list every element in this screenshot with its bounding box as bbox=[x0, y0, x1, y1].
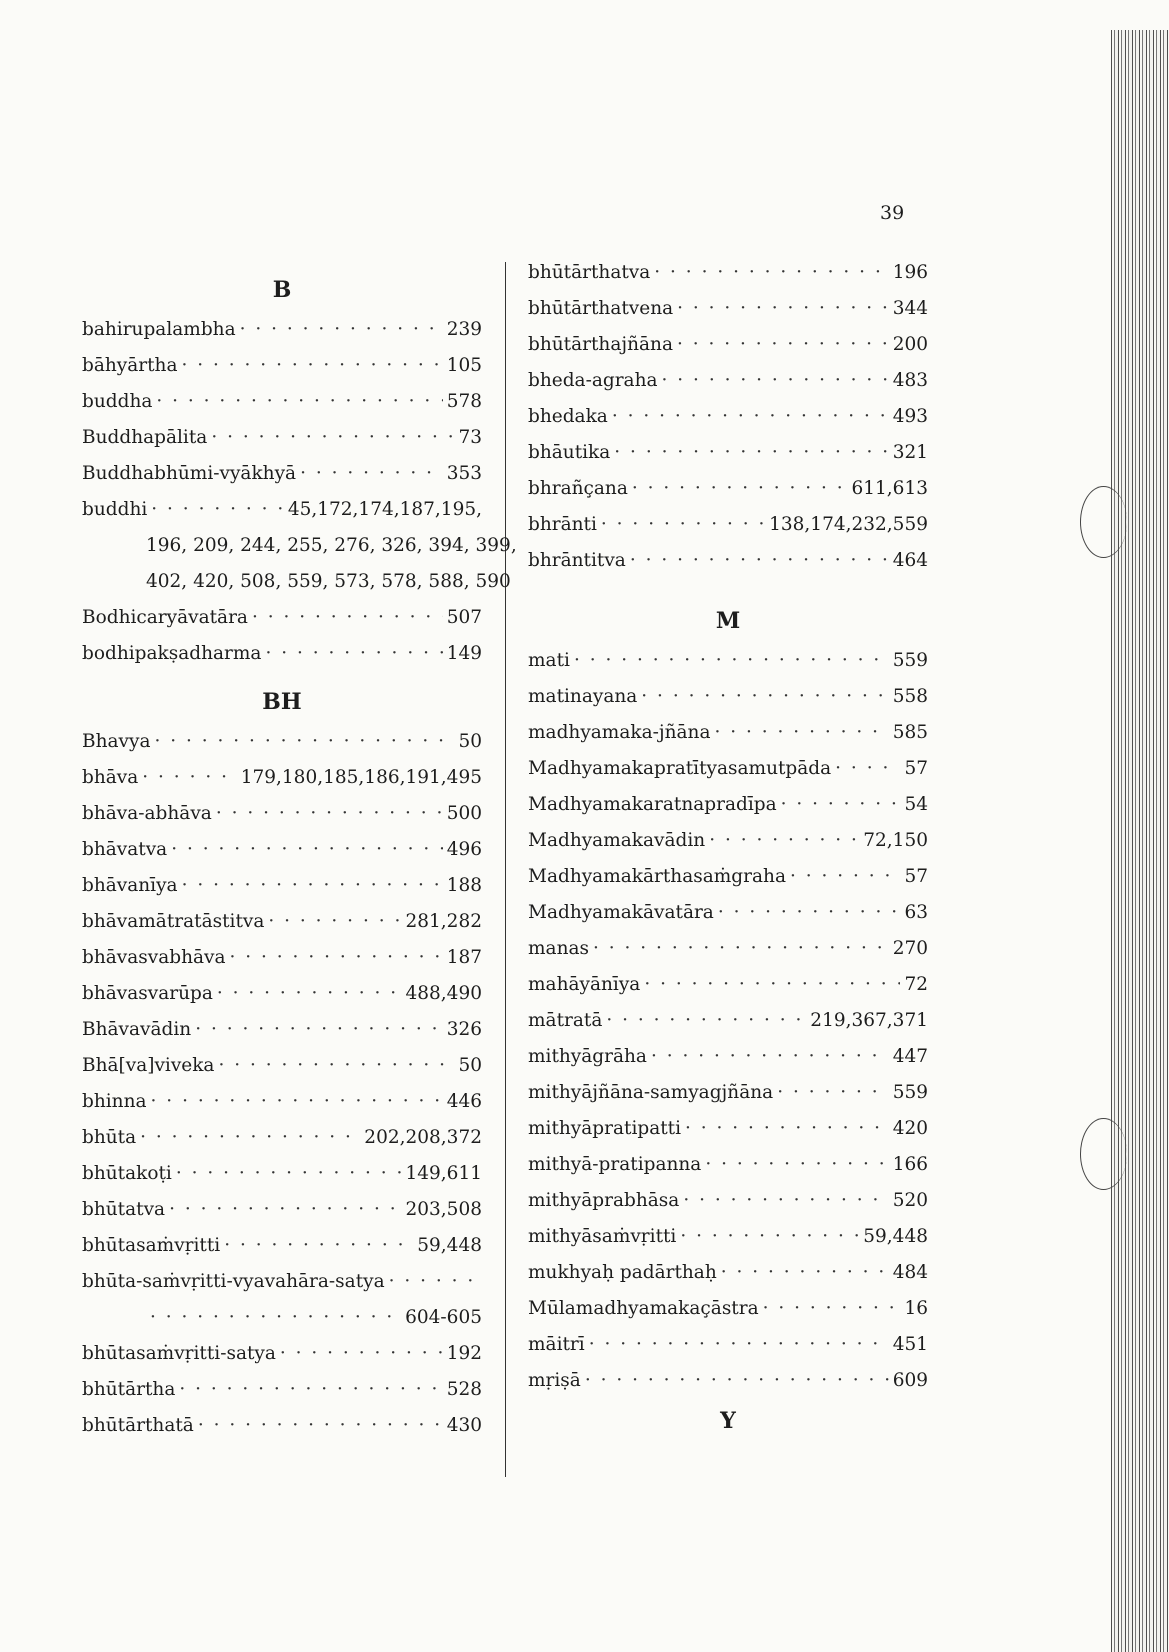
page-references: 483 bbox=[892, 370, 928, 391]
page-references: 105 bbox=[446, 355, 482, 376]
page-references: 200 bbox=[892, 334, 928, 355]
dot-leader bbox=[709, 823, 859, 859]
dot-leader bbox=[781, 787, 901, 823]
index-entry bbox=[82, 796, 482, 832]
dot-leader bbox=[662, 363, 889, 399]
dot-leader bbox=[211, 420, 454, 456]
index-entry bbox=[82, 1120, 482, 1156]
dot-leader bbox=[614, 435, 888, 471]
dot-leader bbox=[169, 1192, 401, 1228]
page-references-continued: 402, 420, 508, 559, 573, 578, 588, 590 bbox=[146, 571, 511, 592]
index-term: bhāva bbox=[82, 767, 139, 788]
index-entry bbox=[82, 904, 482, 940]
index-entry bbox=[528, 435, 928, 471]
dot-leader bbox=[606, 1003, 806, 1039]
index-term: bhūtārthatva bbox=[528, 262, 651, 283]
dot-leader bbox=[685, 1111, 889, 1147]
index-entry bbox=[528, 1039, 928, 1075]
page-references: 50 bbox=[458, 731, 482, 752]
index-entry bbox=[528, 751, 928, 787]
dot-leader bbox=[677, 291, 889, 327]
page-references: 187 bbox=[446, 947, 482, 968]
index-term: bāhyārtha bbox=[82, 355, 178, 376]
page-references: 451 bbox=[892, 1334, 928, 1355]
page-references: 344 bbox=[892, 298, 928, 319]
index-entry bbox=[528, 1219, 928, 1255]
index-entry bbox=[82, 868, 482, 904]
dot-leader bbox=[389, 1264, 478, 1300]
page-references: 72 bbox=[904, 974, 928, 995]
index-entry bbox=[82, 1084, 482, 1120]
index-term: mithyā-pratipanna bbox=[528, 1154, 702, 1175]
index-term: bhūtārthajñāna bbox=[528, 334, 673, 355]
index-entry bbox=[82, 940, 482, 976]
dot-leader bbox=[705, 1147, 888, 1183]
page-references: 484 bbox=[892, 1262, 928, 1283]
index-term: bhūta bbox=[82, 1127, 137, 1148]
index-entry bbox=[528, 1327, 928, 1363]
index-term: bhūtārthatā bbox=[82, 1415, 194, 1436]
index-entry bbox=[82, 600, 482, 636]
dot-leader bbox=[140, 1120, 360, 1156]
dot-leader bbox=[835, 751, 900, 787]
page-references: 420 bbox=[892, 1118, 928, 1139]
page-references: 57 bbox=[904, 758, 928, 779]
index-entry bbox=[528, 967, 928, 1003]
dot-leader bbox=[218, 1048, 454, 1084]
page-references: 59,448 bbox=[863, 1226, 928, 1247]
index-entry bbox=[82, 1048, 482, 1084]
index-term: mithyāpratipatti bbox=[528, 1118, 682, 1139]
page-references: 558 bbox=[892, 686, 928, 707]
index-entry bbox=[82, 1336, 482, 1372]
dot-leader bbox=[574, 643, 889, 679]
index-entry bbox=[82, 976, 482, 1012]
dot-leader bbox=[641, 679, 888, 715]
index-term: mātratā bbox=[528, 1010, 603, 1031]
index-entry bbox=[82, 760, 482, 796]
index-entry bbox=[528, 1291, 928, 1327]
page-references: 179,180,185,186,191,495 bbox=[240, 767, 482, 788]
page-references: 609 bbox=[892, 1370, 928, 1391]
index-entry bbox=[528, 471, 928, 507]
dot-leader bbox=[151, 1084, 443, 1120]
index-term: bhedaka bbox=[528, 406, 608, 427]
index-term: bhūtakoṭi bbox=[82, 1163, 172, 1184]
index-entry bbox=[528, 1075, 928, 1111]
page-number: 39 bbox=[880, 202, 905, 224]
index-term: mithyājñāna-samyagjñāna bbox=[528, 1082, 774, 1103]
dot-leader bbox=[182, 348, 443, 384]
index-entry bbox=[82, 1228, 482, 1264]
page-references-continued: 196, 209, 244, 255, 276, 326, 394, 399, bbox=[146, 535, 517, 556]
index-entry bbox=[528, 1147, 928, 1183]
index-entry bbox=[82, 420, 482, 456]
index-term: bhūtatva bbox=[82, 1199, 166, 1220]
index-term: mahāyānīya bbox=[528, 974, 641, 995]
index-term: Bhāvavādin bbox=[82, 1019, 192, 1040]
index-entry bbox=[82, 1372, 482, 1408]
page-references: 447 bbox=[892, 1046, 928, 1067]
dot-leader bbox=[151, 492, 284, 528]
index-term: mithyāsaṁvṛitti bbox=[528, 1226, 677, 1247]
index-term: buddhi bbox=[82, 499, 148, 520]
index-entry bbox=[82, 456, 482, 492]
index-term: Madhyamakaratnapradīpa bbox=[528, 794, 777, 815]
index-term: bheda-agraha bbox=[528, 370, 658, 391]
page-references: 578 bbox=[446, 391, 482, 412]
dot-leader bbox=[268, 904, 401, 940]
dot-leader bbox=[680, 1219, 859, 1255]
dot-leader bbox=[265, 636, 442, 672]
dot-leader bbox=[601, 507, 765, 543]
page-references: 73 bbox=[458, 427, 482, 448]
index-entry bbox=[528, 507, 928, 543]
dot-leader bbox=[176, 1156, 402, 1192]
dot-leader bbox=[154, 724, 454, 760]
index-term: bhāvatva bbox=[82, 839, 168, 860]
index-entry bbox=[528, 1003, 928, 1039]
dot-leader bbox=[240, 312, 443, 348]
index-entry bbox=[82, 636, 482, 672]
page-references: 604-605 bbox=[405, 1307, 482, 1328]
index-entry bbox=[82, 384, 482, 420]
dot-leader bbox=[718, 895, 901, 931]
index-term: bhūtārtha bbox=[82, 1379, 176, 1400]
index-term: bhūta-saṁvṛitti-vyavahāra-satya bbox=[82, 1271, 385, 1292]
scanned-page-edge bbox=[1111, 30, 1169, 1652]
index-term: bhrāntitva bbox=[528, 550, 626, 571]
section-heading: M bbox=[715, 608, 741, 634]
page-references: 57 bbox=[904, 866, 928, 887]
dot-leader bbox=[632, 471, 848, 507]
dot-leader bbox=[721, 1255, 889, 1291]
page-references: 202,208,372 bbox=[364, 1127, 482, 1148]
index-term: bhūtasaṁvṛitti bbox=[82, 1235, 221, 1256]
index-entry bbox=[82, 832, 482, 868]
index-entry bbox=[528, 291, 928, 327]
index-entry bbox=[528, 327, 928, 363]
dot-leader bbox=[217, 976, 402, 1012]
dot-leader bbox=[763, 1291, 901, 1327]
index-entry bbox=[528, 823, 928, 859]
page-references: 281,282 bbox=[405, 911, 482, 932]
page-references: 138,174,232,559 bbox=[769, 514, 928, 535]
dot-leader bbox=[790, 859, 900, 895]
dot-leader bbox=[198, 1408, 443, 1444]
dot-leader bbox=[644, 967, 900, 1003]
section-heading: BH bbox=[262, 689, 302, 715]
dot-leader bbox=[683, 1183, 888, 1219]
right-index-column bbox=[528, 255, 928, 1443]
index-entry bbox=[82, 1156, 482, 1192]
page-references: 559 bbox=[892, 1082, 928, 1103]
index-term: bhāva-abhāva bbox=[82, 803, 212, 824]
index-entry bbox=[528, 363, 928, 399]
index-entry bbox=[528, 1183, 928, 1219]
page-references: 59,448 bbox=[417, 1235, 482, 1256]
index-entry bbox=[528, 399, 928, 435]
index-term: bodhipakṣadharma bbox=[82, 643, 262, 664]
page-references: 188 bbox=[446, 875, 482, 896]
page-references: 446 bbox=[446, 1091, 482, 1112]
index-term: bhrañçana bbox=[528, 478, 628, 499]
page-references: 559 bbox=[892, 650, 928, 671]
page-references: 54 bbox=[904, 794, 928, 815]
index-entry bbox=[528, 543, 928, 579]
page-references: 149 bbox=[446, 643, 482, 664]
page-references: 321 bbox=[892, 442, 928, 463]
index-term: bhūtārthatvena bbox=[528, 298, 674, 319]
page-references: 270 bbox=[892, 938, 928, 959]
index-term: Madhyamakāvatāra bbox=[528, 902, 714, 923]
dot-leader bbox=[230, 940, 443, 976]
page-references: 16 bbox=[904, 1298, 928, 1319]
dot-leader bbox=[300, 456, 443, 492]
page-references: 50 bbox=[458, 1055, 482, 1076]
dot-leader bbox=[182, 868, 443, 904]
dot-leader bbox=[612, 399, 889, 435]
index-term: buddha bbox=[82, 391, 153, 412]
index-term: bhāvamātratāstitva bbox=[82, 911, 265, 932]
page-references: 353 bbox=[446, 463, 482, 484]
index-term: bhūtasaṁvṛitti-satya bbox=[82, 1343, 276, 1364]
index-entry bbox=[82, 724, 482, 760]
index-term: bhāutika bbox=[528, 442, 611, 463]
index-term: bahirupalambha bbox=[82, 319, 236, 340]
dot-leader bbox=[195, 1012, 443, 1048]
index-entry bbox=[528, 895, 928, 931]
left-index-column bbox=[82, 268, 517, 1444]
page-references: 430 bbox=[446, 1415, 482, 1436]
index-term: Madhyamakavādin bbox=[528, 830, 706, 851]
section-gap bbox=[528, 579, 928, 599]
page-references: 493 bbox=[892, 406, 928, 427]
index-entry bbox=[82, 1012, 482, 1048]
index-term: mithyāprabhāsa bbox=[528, 1190, 680, 1211]
index-entry bbox=[528, 1255, 928, 1291]
index-entry bbox=[528, 679, 928, 715]
index-term: mithyāgrāha bbox=[528, 1046, 647, 1067]
section-heading: Y bbox=[720, 1408, 736, 1434]
page-references: 500 bbox=[446, 803, 482, 824]
index-term: madhyamaka-jñāna bbox=[528, 722, 711, 743]
dot-leader bbox=[677, 327, 889, 363]
page-references: 196 bbox=[892, 262, 928, 283]
index-entry bbox=[528, 1363, 928, 1399]
index-term: manas bbox=[528, 938, 590, 959]
page-references: 239 bbox=[446, 319, 482, 340]
index-entry bbox=[528, 931, 928, 967]
page-references: 464 bbox=[892, 550, 928, 571]
index-term: mati bbox=[528, 650, 570, 671]
page-references: 45,172,174,187,195, bbox=[287, 499, 482, 520]
index-entry bbox=[528, 643, 928, 679]
index-term: Madhyamakārthasaṁgraha bbox=[528, 866, 786, 887]
page-references: 520 bbox=[892, 1190, 928, 1211]
dot-leader bbox=[150, 1300, 401, 1336]
page-references: 72,150 bbox=[863, 830, 928, 851]
dot-leader bbox=[589, 1327, 889, 1363]
index-entry bbox=[82, 312, 482, 348]
dot-leader bbox=[593, 931, 889, 967]
index-entry bbox=[82, 348, 482, 384]
index-term: matinayana bbox=[528, 686, 638, 707]
dot-leader bbox=[630, 543, 889, 579]
dot-leader bbox=[179, 1372, 442, 1408]
page-references-continued bbox=[82, 1300, 482, 1336]
index-term: Bodhicaryāvatāra bbox=[82, 607, 248, 628]
index-entry bbox=[82, 1192, 482, 1228]
dot-leader bbox=[715, 715, 889, 751]
index-term: bhinna bbox=[82, 1091, 147, 1112]
index-term: mṛiṣā bbox=[528, 1370, 581, 1391]
index-entry bbox=[82, 1408, 482, 1444]
page-references: 488,490 bbox=[405, 983, 482, 1004]
index-entry bbox=[528, 1111, 928, 1147]
dot-leader bbox=[224, 1228, 413, 1264]
page-references: 149,611 bbox=[405, 1163, 482, 1184]
index-term: Bhā[va]viveka bbox=[82, 1055, 215, 1076]
dot-leader bbox=[171, 832, 443, 868]
dot-leader bbox=[654, 255, 888, 291]
page-references: 192 bbox=[446, 1343, 482, 1364]
dot-leader bbox=[280, 1336, 443, 1372]
dot-leader bbox=[156, 384, 442, 420]
page-references: 219,367,371 bbox=[810, 1010, 928, 1031]
dot-leader bbox=[142, 760, 236, 796]
binding-hole-mark bbox=[1080, 1118, 1127, 1190]
page-references: 528 bbox=[446, 1379, 482, 1400]
index-term: bhrānti bbox=[528, 514, 597, 535]
index-term: Buddhabhūmi-vyākhyā bbox=[82, 463, 297, 484]
index-term: mukhyaḥ padārthaḥ bbox=[528, 1262, 717, 1283]
index-entry bbox=[528, 255, 928, 291]
index-entry bbox=[528, 787, 928, 823]
page-references: 496 bbox=[446, 839, 482, 860]
index-term: Buddhapālita bbox=[82, 427, 208, 448]
index-term: bhāvasvarūpa bbox=[82, 983, 213, 1004]
binding-hole-mark bbox=[1080, 486, 1127, 558]
dot-leader bbox=[585, 1363, 889, 1399]
page-references: 203,508 bbox=[405, 1199, 482, 1220]
section-heading: B bbox=[272, 277, 292, 303]
page-references: 63 bbox=[904, 902, 928, 923]
index-term: māitrī bbox=[528, 1334, 585, 1355]
index-term: bhāvanīya bbox=[82, 875, 178, 896]
column-divider bbox=[505, 262, 506, 1477]
page-references: 326 bbox=[446, 1019, 482, 1040]
page-references: 507 bbox=[446, 607, 482, 628]
page-references: 585 bbox=[892, 722, 928, 743]
page-references: 166 bbox=[892, 1154, 928, 1175]
index-term: Bhavya bbox=[82, 731, 151, 752]
index-entry bbox=[82, 1264, 482, 1300]
dot-leader bbox=[651, 1039, 889, 1075]
index-term: bhāvasvabhāva bbox=[82, 947, 226, 968]
dot-leader bbox=[216, 796, 443, 832]
dot-leader bbox=[252, 600, 443, 636]
index-entry bbox=[528, 859, 928, 895]
index-term: Madhyamakapratītyasamutpāda bbox=[528, 758, 832, 779]
index-entry bbox=[528, 715, 928, 751]
index-term: Mūlamadhyamakaçāstra bbox=[528, 1298, 759, 1319]
index-entry bbox=[82, 492, 482, 528]
dot-leader bbox=[777, 1075, 889, 1111]
page-references: 611,613 bbox=[851, 478, 928, 499]
